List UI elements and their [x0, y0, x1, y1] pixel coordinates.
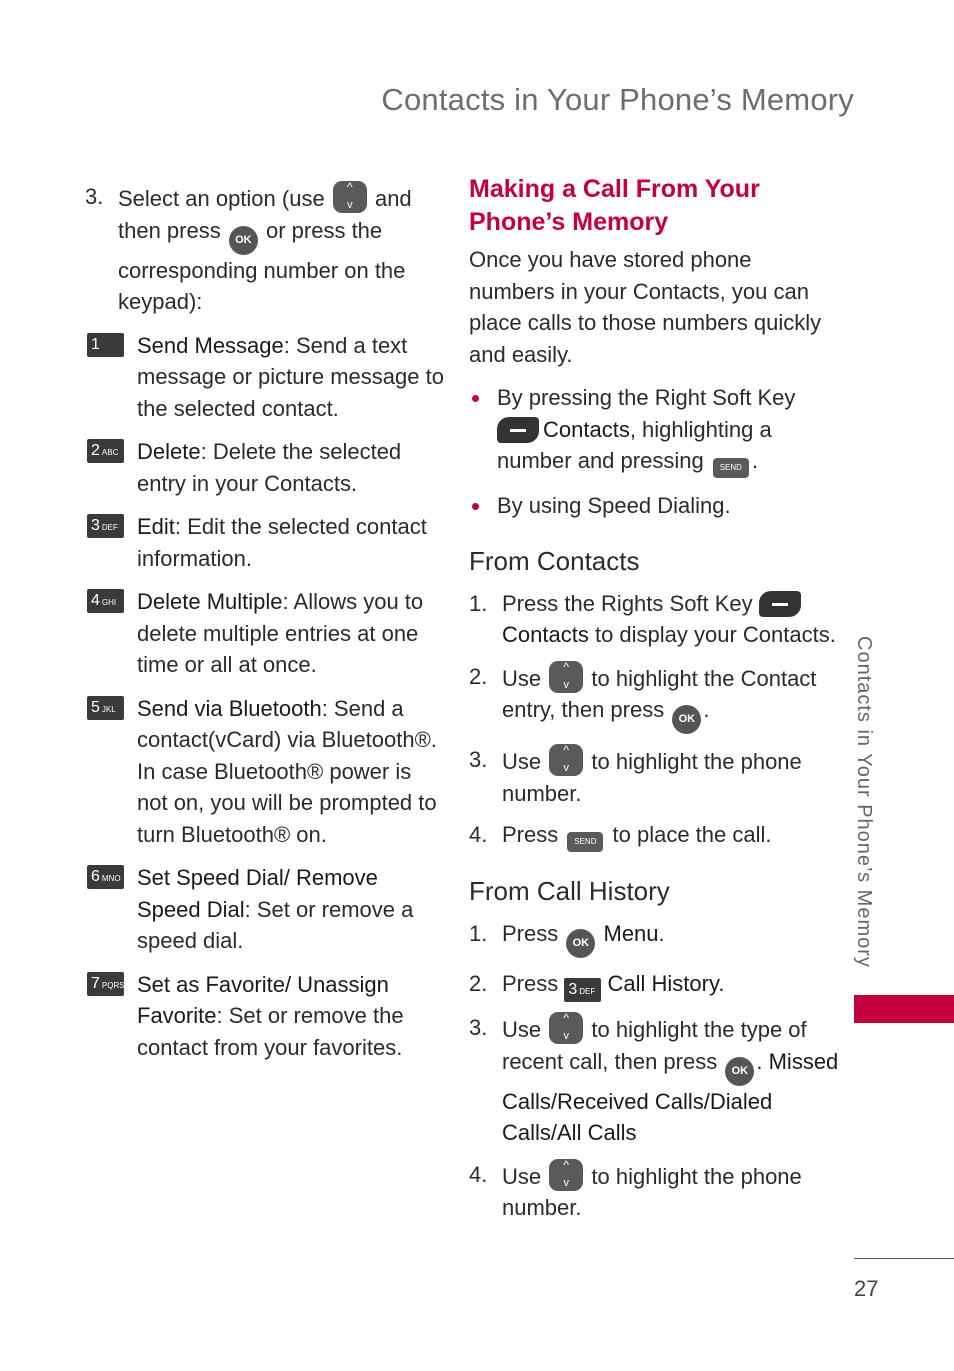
step-text: Select an option (use [118, 186, 325, 211]
side-tab [852, 636, 886, 991]
side-tab-marker [854, 995, 954, 1023]
step-text: . [658, 921, 665, 946]
navigation-key-icon [549, 1159, 583, 1191]
step-text: Use [502, 1017, 542, 1042]
option-title: Edit [137, 514, 175, 539]
step-text: Press [502, 822, 559, 847]
option-title: Set as Favorite/ Unassign Favorite [137, 971, 389, 1028]
history-step-1 [469, 918, 839, 958]
step-text: Use [502, 665, 542, 691]
step-text: to highlight the Contact entry, then press [502, 665, 817, 722]
option-desc: : Edit the selected contact information. [137, 514, 427, 571]
option-speed-dial [85, 862, 445, 957]
option-desc: : Send a contact(vCard) via Bluetooth®. In case Bluetooth® power is not on, you will be prompted to turn Bluetooth® on. [137, 695, 437, 847]
step-text: . [756, 1048, 763, 1074]
right-soft-key-icon [759, 591, 801, 617]
option-desc: : Send a text message or picture message to the selected contact. [137, 332, 444, 421]
step-text: . [703, 697, 710, 722]
option-title: Send via Bluetooth [137, 695, 322, 721]
history-step-3 [469, 1012, 839, 1149]
step-number: 4. [469, 1161, 488, 1187]
bullet-right-soft-key [469, 382, 839, 478]
key-6-icon: 6 MNO [87, 865, 124, 889]
right-soft-key-icon [497, 417, 539, 443]
step-text-strong: Missed Calls/Received Calls/Dialed Calls/All Calls [502, 1048, 839, 1145]
option-edit [85, 511, 445, 574]
bullet-text: . [751, 448, 758, 473]
step-text: Press [502, 971, 559, 996]
navigation-key-icon [549, 744, 583, 776]
contacts-step-1 [469, 588, 839, 651]
page-number: 27 [854, 1276, 879, 1301]
send-key-icon: SEND [713, 458, 749, 478]
step-text: Press [502, 921, 559, 946]
intro-paragraph: Once you have stored phone numbers in your Contacts, you can place calls to those numbers quickly and easily. [469, 247, 822, 367]
step-number: 4. [469, 822, 488, 847]
page-header: Contacts in Your Phone’s Memory [381, 82, 854, 117]
left-column [85, 181, 445, 1063]
step-text: to highlight the phone number. [502, 749, 802, 806]
from-call-history-title: From Call History [469, 876, 670, 906]
footer-divider [854, 1258, 954, 1259]
key-1-icon: 1 [87, 333, 124, 357]
step-text: Press the Rights Soft Key [502, 590, 753, 616]
history-step-2 [469, 968, 839, 1002]
step-text: Use [502, 1163, 542, 1189]
step-text: to display your Contacts. [594, 622, 836, 647]
right-column [469, 173, 839, 1224]
step-number: 3. [85, 184, 104, 209]
contacts-step-4 [469, 819, 839, 852]
key-4-icon: 4 GHI [87, 589, 124, 613]
history-step-4 [469, 1159, 839, 1224]
navigation-key-icon [333, 181, 367, 213]
from-contacts-title: From Contacts [469, 545, 640, 576]
navigation-key-icon [549, 1012, 583, 1044]
key-3-icon: 3 DEF [87, 514, 124, 538]
option-title: Delete [137, 439, 201, 464]
step-text: and then press [118, 186, 412, 243]
option-favorite [85, 969, 445, 1064]
step-text: . [718, 971, 725, 996]
option-send-via-bluetooth [85, 693, 445, 851]
bullet-text: , highlighting a number and pressing [497, 416, 772, 473]
option-desc: : Allows you to delete multiple entries at one time or all at once. [137, 589, 424, 677]
step-number: 2. [469, 663, 488, 689]
step-number: 3. [469, 747, 488, 772]
step-text-strong: Contacts [502, 622, 589, 647]
option-title: Set Speed Dial/ Remove Speed Dial [137, 865, 378, 922]
navigation-key-icon [549, 661, 583, 693]
step-number: 3. [469, 1015, 488, 1040]
option-send-message [85, 330, 445, 425]
send-key-icon: SEND [567, 832, 603, 852]
step-text: Use [502, 749, 542, 774]
option-delete-multiple [85, 586, 445, 681]
step-text-strong: Menu [603, 921, 659, 946]
side-tab-label: Contacts in Your Phone’s Memory [853, 636, 875, 968]
key-7-icon: 7 PQRS [87, 972, 124, 996]
step-number: 1. [469, 590, 488, 616]
step-text: to highlight the phone number. [502, 1163, 802, 1220]
step-number: 1. [469, 921, 488, 946]
step-number: 2. [469, 971, 488, 996]
contacts-step-3 [469, 744, 839, 809]
ok-key-icon: OK [229, 226, 258, 255]
section-title: Making a Call From Your Phone’s Memory [469, 175, 760, 236]
bullet-text: By pressing the Right Soft Key [497, 385, 796, 410]
step-text-strong: Call History [607, 971, 719, 996]
ok-key-icon: OK [725, 1057, 754, 1086]
key-5-icon: 5 JKL [87, 696, 124, 720]
option-desc: : Delete the selected entry in your Contacts. [137, 439, 402, 496]
step-text: to highlight the type of recent call, then press [502, 1017, 807, 1074]
key-2-icon: 2 ABC [87, 439, 124, 463]
option-desc: : Set or remove the contact from your favorites. [137, 1003, 404, 1060]
ok-key-icon: OK [672, 705, 701, 734]
step-3 [85, 181, 445, 318]
ok-key-icon: OK [566, 929, 595, 958]
option-title: Delete Multiple [137, 589, 283, 614]
contacts-step-2 [469, 661, 839, 735]
step-text: to place the call. [612, 822, 772, 847]
option-desc: : Set or remove a speed dial. [137, 896, 414, 953]
step-text: or press the corresponding number on the keypad): [118, 217, 406, 314]
option-delete [85, 436, 445, 499]
bullet-text-strong: Contacts [543, 416, 630, 442]
option-title: Send Message [137, 332, 284, 358]
bullet-speed-dialing: By using Speed Dialing. [469, 490, 839, 522]
key-3-icon: 3 DEF [564, 978, 601, 1002]
